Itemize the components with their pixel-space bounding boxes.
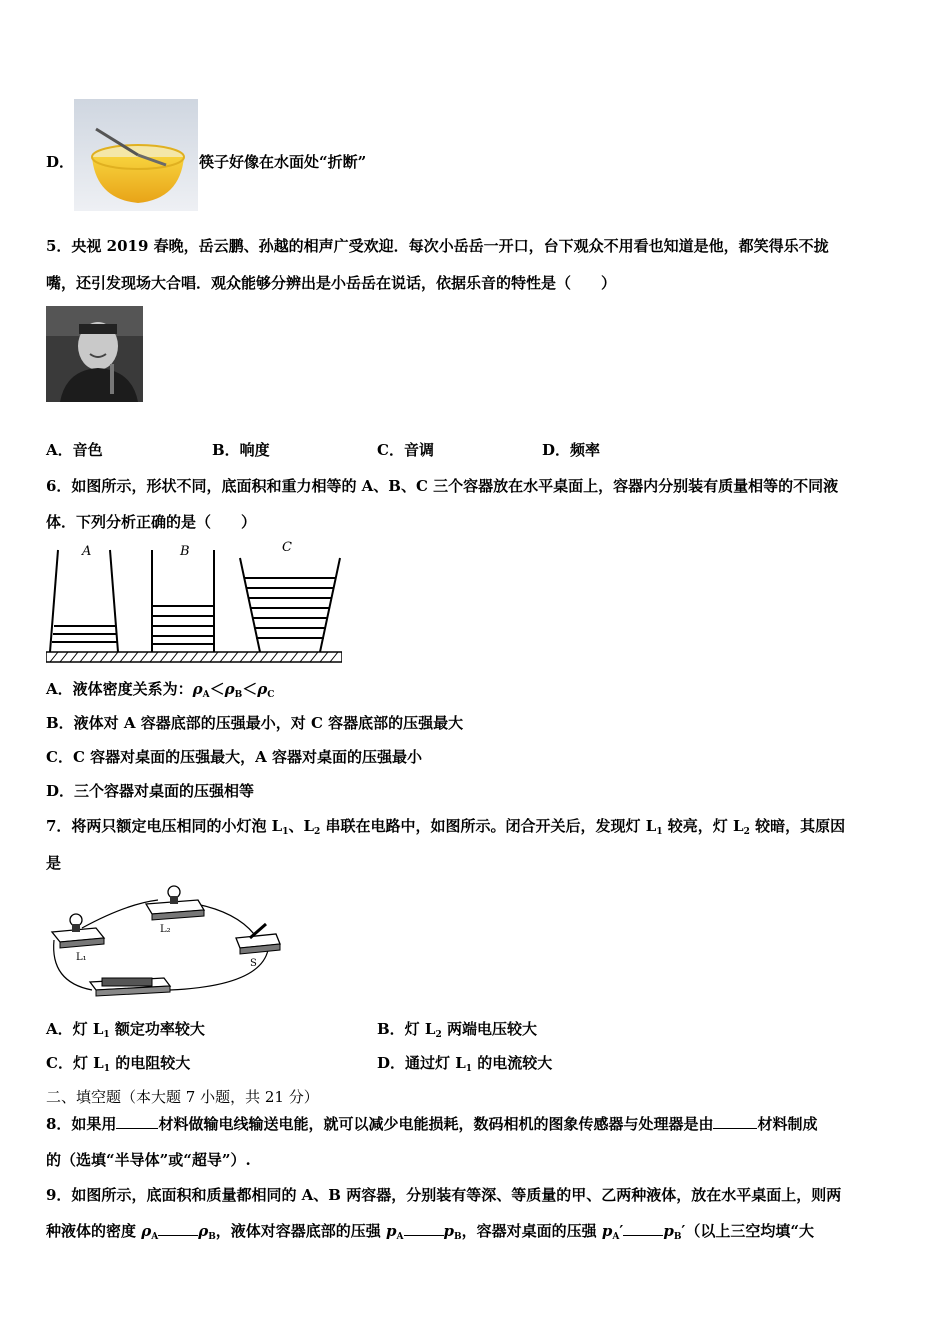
q5-option-c: C．音调	[377, 441, 434, 459]
q5-line-2: 嘴，还引发现场大合唱．观众能够分辨出是小岳岳在说话，依据乐音的特性是（ ）	[46, 274, 617, 292]
q5-option-d: D．频率	[542, 441, 601, 459]
q8-line-1: 8．如果用 材料做输电线输送电能，就可以减少电能损耗，数码相机的图象传感器与处理器是由 材料制成	[46, 1115, 818, 1133]
label-b: B	[180, 544, 190, 559]
q6-option-a: A．液体密度关系为：$\rho_A<\rho_B<\rho_C$	[46, 680, 275, 700]
q6-option-d: D．三个容器对桌面的压强相等	[46, 782, 255, 800]
q9-blank-3[interactable]	[623, 1221, 663, 1236]
bowl-chopstick-photo	[74, 99, 198, 211]
q7-option-d: D．通过灯 $L_1$ 的电流较大	[377, 1054, 553, 1074]
q8-line-2: 的（选填“半导体”或“超导”）.	[46, 1151, 251, 1169]
q6-option-b: B．液体对 A 容器底部的压强最小，对 C 容器底部的压强最大	[46, 714, 464, 732]
q6-line-1: 6．如图所示，形状不同，底面积和重力相等的 A、B、C 三个容器放在水平桌面上，容器内分别装有质量相等的不同液	[46, 477, 839, 495]
l2-label: L₂	[160, 924, 171, 935]
section-heading: 二、填空题（本大题 7 小题，共 21 分）	[46, 1088, 319, 1106]
q6-line-2: 体．下列分析正确的是（ ）	[46, 513, 257, 531]
comedian-photo	[46, 306, 143, 402]
label-c: C	[282, 540, 292, 555]
l1-label: L₁	[76, 952, 87, 963]
label-a: A	[82, 544, 92, 559]
circuit-figure	[46, 882, 282, 1000]
q8-blank-2[interactable]	[713, 1114, 757, 1129]
q6-option-c: C．C 容器对桌面的压强最大，A 容器对桌面的压强最小	[46, 748, 422, 766]
q5-line-1: 5．央视 2019 春晚，岳云鹏、孙越的相声广受欢迎．每次小岳岳一开口，台下观众不用看也知道是他，都笑得乐不拢	[46, 237, 829, 255]
q8-blank-1[interactable]	[116, 1114, 158, 1129]
q7-line-1: 7．将两只额定电压相同的小灯泡 $L_1$、$L_2$ 串联在电路中，如图所示。闭合开关后，发现灯 $L_1$ 较亮，灯 $L_2$ 较暗，其原因	[46, 817, 846, 837]
q5-option-b: B．响度	[212, 441, 270, 459]
option-d-label: D．	[46, 153, 75, 171]
option-d-text: 筷子好像在水面处“折断”	[199, 153, 367, 171]
q7-option-b: B．灯 $L_2$ 两端电压较大	[377, 1020, 537, 1040]
q9-line-1: 9．如图所示，底面积和质量都相同的 A、B 两容器，分别装有等深、等质量的甲、乙两种液体，放在水平桌面上，则两	[46, 1186, 842, 1204]
containers-figure	[46, 540, 342, 668]
switch-label: S	[250, 958, 257, 969]
q9-blank-2[interactable]	[404, 1221, 444, 1236]
q7-option-a: A．灯 $L_1$ 额定功率较大	[46, 1020, 205, 1040]
q9-line-2: 种液体的密度 $\rho_A$ $\rho_B$，液体对容器底部的压强 $p_A$ $p_B$，容器对桌面的压强 $p_A'$ $p_B'$（以上三空均填“大	[46, 1222, 815, 1242]
q7-line-2: 是	[46, 854, 62, 872]
q9-blank-1[interactable]	[158, 1221, 198, 1236]
q7-option-c: C．灯 $L_1$ 的电阻较大	[46, 1054, 191, 1074]
q5-option-a: A．音色	[46, 441, 103, 459]
